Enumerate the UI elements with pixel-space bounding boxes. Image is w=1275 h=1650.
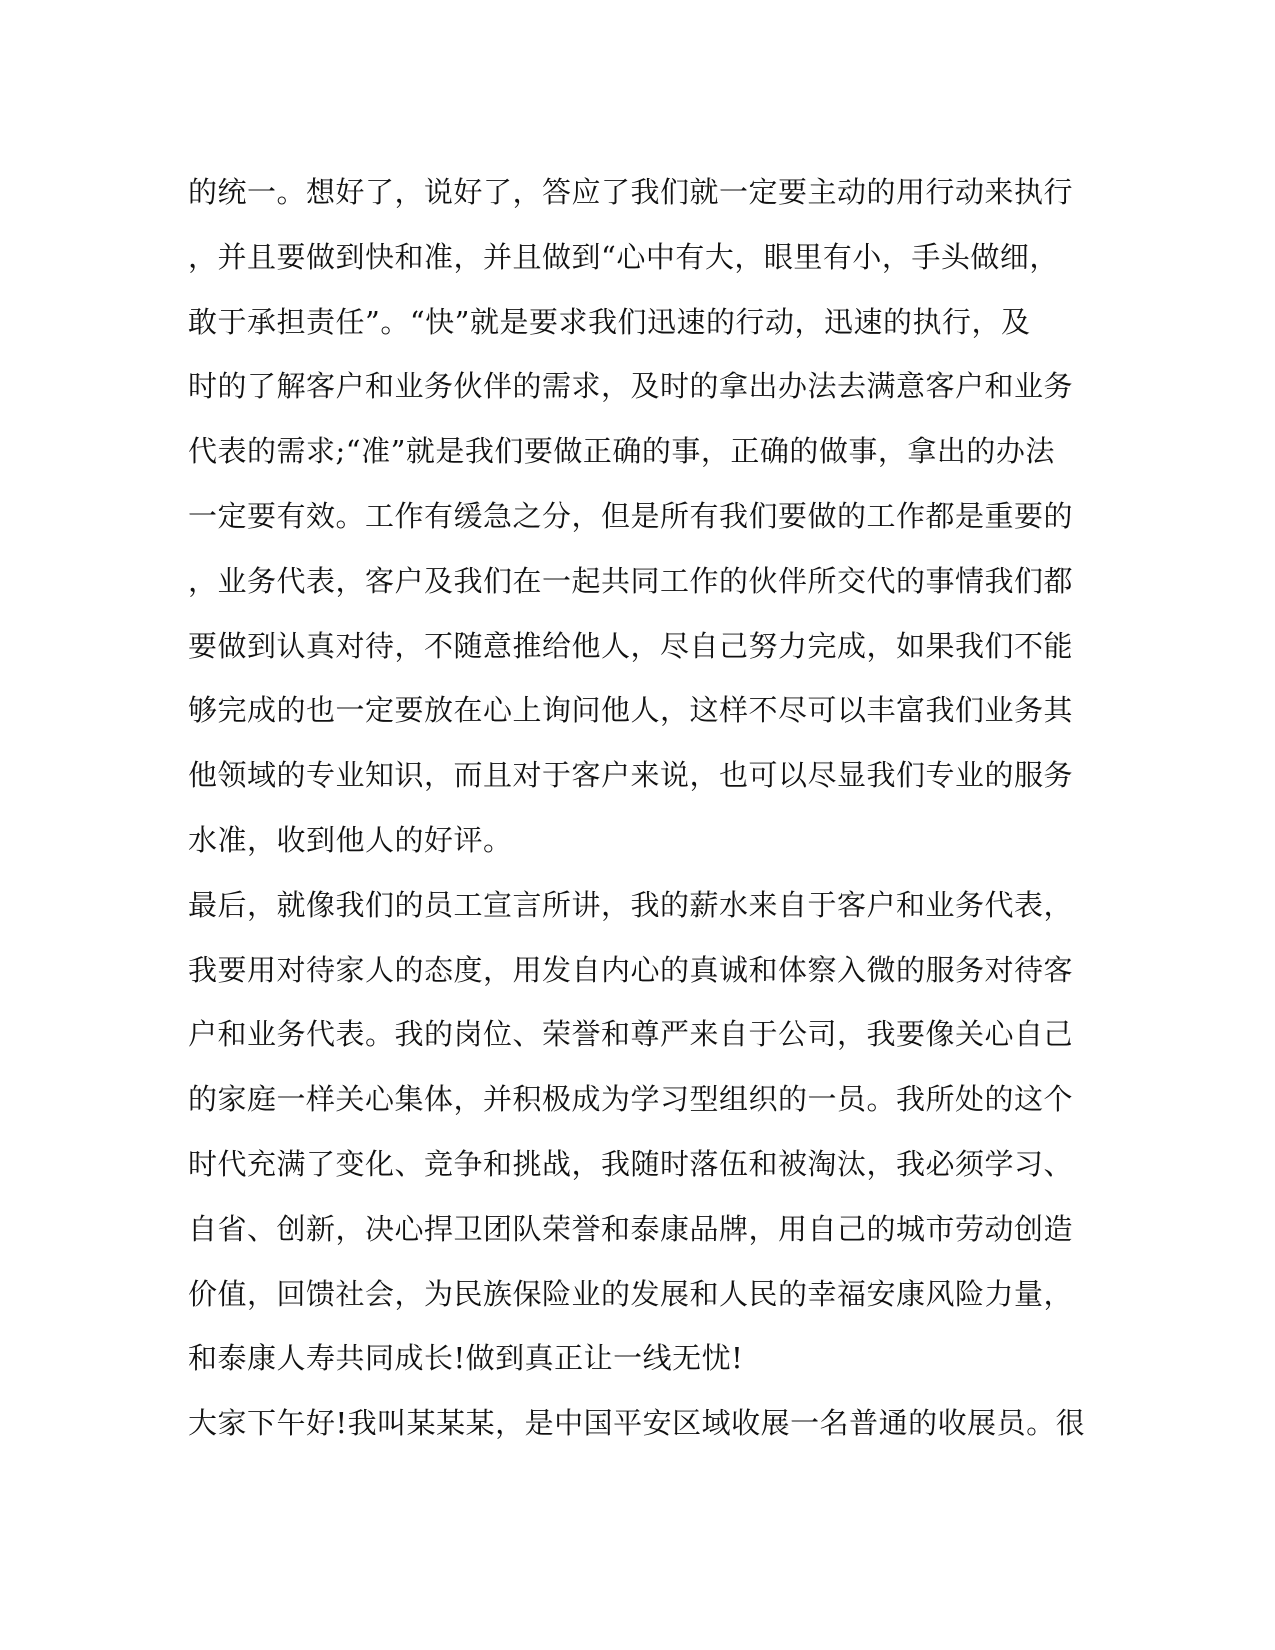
text-line: 一定要有效。工作有缓急之分，但是所有我们要做的工作都是重要的 (188, 498, 1074, 533)
text-line: 和泰康人寿共同成长!做到真正让一线无忧! (188, 1341, 744, 1376)
text-line: 我要用对待家人的态度，用发自内心的真诚和体察入微的服务对待客 (188, 952, 1074, 987)
text-line: 要做到认真对待，不随意推给他人，尽自己努力完成，如果我们不能 (188, 628, 1074, 663)
text-line: ，并且要做到快和准，并且做到“心中有大，眼里有小，手头做细， (188, 239, 1059, 274)
text-line: 水准，收到他人的好评。 (188, 822, 513, 857)
text-line: 的家庭一样关心集体，并积极成为学习型组织的一员。我所处的这个 (188, 1082, 1074, 1117)
text-line: 最后，就像我们的员工宣言所讲，我的薪水来自于客户和业务代表， (188, 887, 1074, 922)
text-line: 时的了解客户和业务伙伴的需求，及时的拿出办法去满意客户和业务 (188, 369, 1074, 404)
text-line: ，业务代表，客户及我们在一起共同工作的伙伴所交代的事情我们都 (188, 563, 1074, 598)
text-line: 自省、创新，决心捍卫团队荣誉和泰康品牌，用自己的城市劳动创造 (188, 1211, 1074, 1246)
text-line: 敢于承担责任”。“快”就是要求我们迅速的行动，迅速的执行，及 (188, 304, 1031, 339)
text-line: 他领域的专业知识，而且对于客户来说，也可以尽显我们专业的服务 (188, 758, 1074, 793)
text-line: 时代充满了变化、竞争和挑战，我随时落伍和被淘汰，我必须学习、 (188, 1146, 1074, 1181)
text-line: 大家下午好!我叫某某某，是中国平安区域收展一名普通的收展员。很 (188, 1406, 1086, 1441)
text-line: 的统一。想好了，说好了，答应了我们就一定要主动的用行动来执行 (188, 175, 1074, 209)
text-line: 户和业务代表。我的岗位、荣誉和尊严来自于公司，我要像关心自己 (188, 1017, 1074, 1052)
text-body (188, 160, 1088, 1456)
text-line: 够完成的也一定要放在心上询问他人，这样不尽可以丰富我们业务其 (188, 693, 1074, 728)
text-line: 价值，回馈社会，为民族保险业的发展和人民的幸福安康风险力量， (188, 1276, 1074, 1311)
text-line: 代表的需求;“准”就是我们要做正确的事，正确的做事，拿出的办法 (188, 434, 1055, 469)
